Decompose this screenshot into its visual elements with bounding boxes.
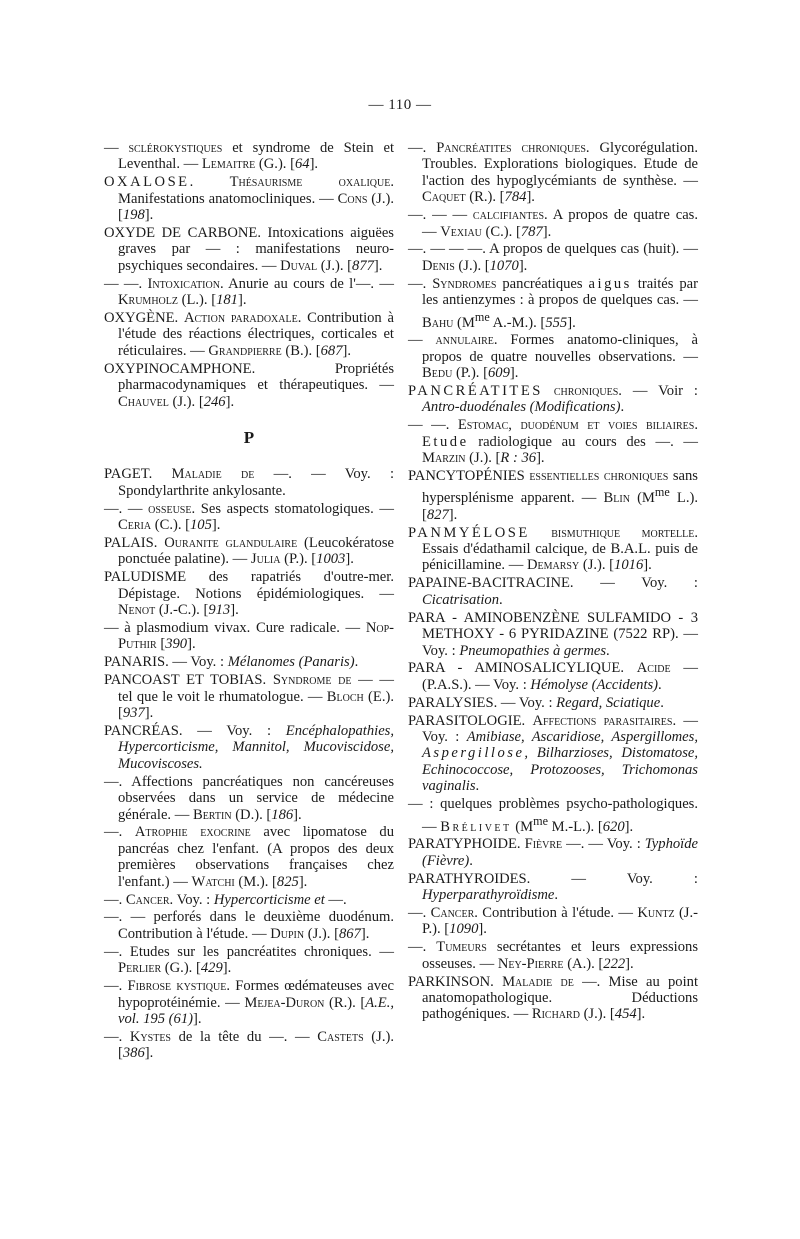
index-entry: —. Kystes de la tête du —. — Castets (J.). [386].: [104, 1028, 395, 1062]
index-entry: —. Affections pancréatiques non cancéreuses observées dans un service de médecine générale. — Bertin (D.). [186].: [104, 773, 394, 823]
index-entry: PAPAINE-BACITRACINE. — Voy. : Cicatrisation.: [408, 575, 698, 608]
left-column: [104, 140, 394, 1063]
index-entry: — annulaire. Formes anatomo-cliniques, à propos de quatre nouvelles observations. — Bedu (P.). [609].: [408, 332, 698, 382]
index-entry: OXALOSE. Thésaurisme oxalique. Manifestations anatomocliniques. — Cons (J.). [198].: [104, 174, 394, 224]
index-entry: PALAIS. Ouranite glandulaire (Leucokératose ponctuée palatine). — Julia (P.). [1003].: [104, 535, 395, 568]
index-entry: OXYGÈNE. Action paradoxale. Contribution à l'étude des réactions électriques, corticales et réticulaires. — Grandpierre (B.). [687].: [104, 310, 394, 359]
index-entry: PAGET. Maladie de —. — Voy. : Spondylarthrite ankylosante.: [104, 466, 394, 499]
section-letter: P: [243, 428, 255, 447]
page-number: — 110 —: [368, 97, 432, 113]
index-entry: OXYPINOCAMPHONE. Propriétés pharmacodynamiques et thérapeutiques. — Chauvel (J.). [246].: [104, 360, 394, 410]
index-entry: PANCRÉAS. — Voy. : Encéphalopathies, Hypercorticisme, Mannitol, Mucoviscidose, Mucoviscoses.: [104, 723, 394, 772]
index-entry: —. Atrophie exocrine avec lipomatose du pancréas chez l'enfant. (A propos des deux premières observations françaises chez l'enfant.) — Watchi (M.). [825].: [104, 824, 395, 890]
index-entry: —. — — —. A propos de quelques cas (huit). — Denis (J.). [1070].: [408, 241, 698, 274]
index-entry: PARA - AMINOBENZÈNE SULFAMIDO - 3 METHOXY - 6 PYRIDAZINE (7522 RP). — Voy. : Pneumopathies à germes.: [408, 609, 698, 659]
index-entry: —. Tumeurs secrétantes et leurs expressions osseuses. — Ney-Pierre (A.). [222].: [408, 939, 699, 972]
index-entry: PARATHYROIDES. — Voy. : Hyperparathyroïdisme.: [408, 870, 698, 904]
index-entry: — —. Intoxication. Anurie au cours de l'—. — Krumholz (L.). [181].: [104, 275, 394, 309]
index-entry: PARKINSON. Maladie de —. Mise au point anatomopathologique. Déductions pathogéniques. — Richard (J.). [454].: [408, 973, 698, 1023]
index-entry: PARALYSIES. — Voy. : Regard, Sciatique.: [408, 694, 664, 711]
index-entry: — —. Estomac, duodénum et voies biliaires. Etude radiologique au cours des —. — Marzin (J.). [R : 36].: [408, 417, 698, 467]
index-entry: PARATYPHOIDE. Fièvre —. — Voy. : Typhoïde (Fièvre).: [408, 836, 698, 869]
index-entry: —. Fibrose kystique. Formes œdémateuses avec hypoprotéinémie. — Mejea-Duron (R.). [A.E., vol. 195 (61)].: [104, 978, 395, 1027]
right-column: [408, 140, 698, 1024]
index-entry: PANMYÉLOSE bismuthique mortelle. Essais d'édathamil calcique, de B.A.L. puis de pénicillamine. — Demarsy (J.). [1016].: [408, 524, 698, 574]
index-entry: —. Cancer. Contribution à l'étude. — Kuntz (J.-P.). [1090].: [408, 904, 698, 938]
index-entry: PANCRÉATITES chroniques. — Voir : Antro-duodénales (Modifications).: [408, 383, 698, 416]
index-entry: —. Pancréatites chroniques. Glycorégulation. Troubles. Explorations biologiques. Etude de l'action des hypoglycémiants de synthèse. — Caquet (R.). [784].: [408, 140, 698, 206]
index-entry: — à plasmodium vivax. Cure radicale. — Nop-Puthir [390].: [104, 620, 394, 653]
index-entry: PALUDISME des rapatriés d'outre-mer. Dépistage. Notions épidémiologiques. — Nenot (J.-C.). [913].: [104, 569, 394, 619]
index-entry: OXYDE DE CARBONE. Intoxications aiguëes graves par — : manifestations neuro-psychiques secondaires. — Duval (J.). [877].: [104, 225, 394, 274]
index-entry: —. Syndromes pancréatiques aigus traités par les antienzymes : à propos de quelques cas. — Bahu ($M^{me}$ A.-M.). [555].: [408, 275, 699, 331]
index-entry: —. Etudes sur les pancréatites chroniques. — Perlier (G.). [429].: [104, 943, 394, 977]
index-entry: — : quelques problèmes psycho-pathologiques. — Brélivet ($M^{me}$ M.-L.). [620].: [408, 796, 698, 835]
index-entry: PANCYTOPÉNIES essentielles chroniques sans hypersplénisme apparent. — Blin ($M^{me}$ L.). [827].: [408, 468, 698, 523]
index-entry: PARA - AMINOSALICYLIQUE. Acide — (P.A.S.). — Voy. : Hémolyse (Accidents).: [408, 660, 698, 693]
index-entry: — sclérokystiques et syndrome de Stein et Leventhal. — Lemaitre (G.). [64].: [104, 140, 394, 173]
index-entry: —. — perforés dans le deuxième duodénum. Contribution à l'étude. — Dupin (J.). [867].: [104, 909, 394, 942]
index-entry: —. — — calcifiantes. A propos de quatre cas. — Vexiau (C.). [787].: [408, 207, 699, 240]
index-entry: PARASITOLOGIE. Affections parasitaires. — Voy. : Amibiase, Ascaridiose, Aspergillomes, Aspergillose, Bilharzioses, Distomatose, Echinococcose, Protozooses, Trichomonas vaginalis.: [408, 712, 698, 795]
index-entry: —. Cancer. Voy. : Hypercorticisme et —.: [104, 891, 347, 908]
index-entry: PANCOAST ET TOBIAS. Syndrome de — — tel que le voit le rhumatologue. — Bloch (E.). [937].: [104, 672, 394, 722]
index-entry: PANARIS. — Voy. : Mélanomes (Panaris).: [104, 654, 359, 671]
index-entry: —. — osseuse. Ses aspects stomatologiques. — Ceria (C.). [105].: [104, 500, 394, 534]
